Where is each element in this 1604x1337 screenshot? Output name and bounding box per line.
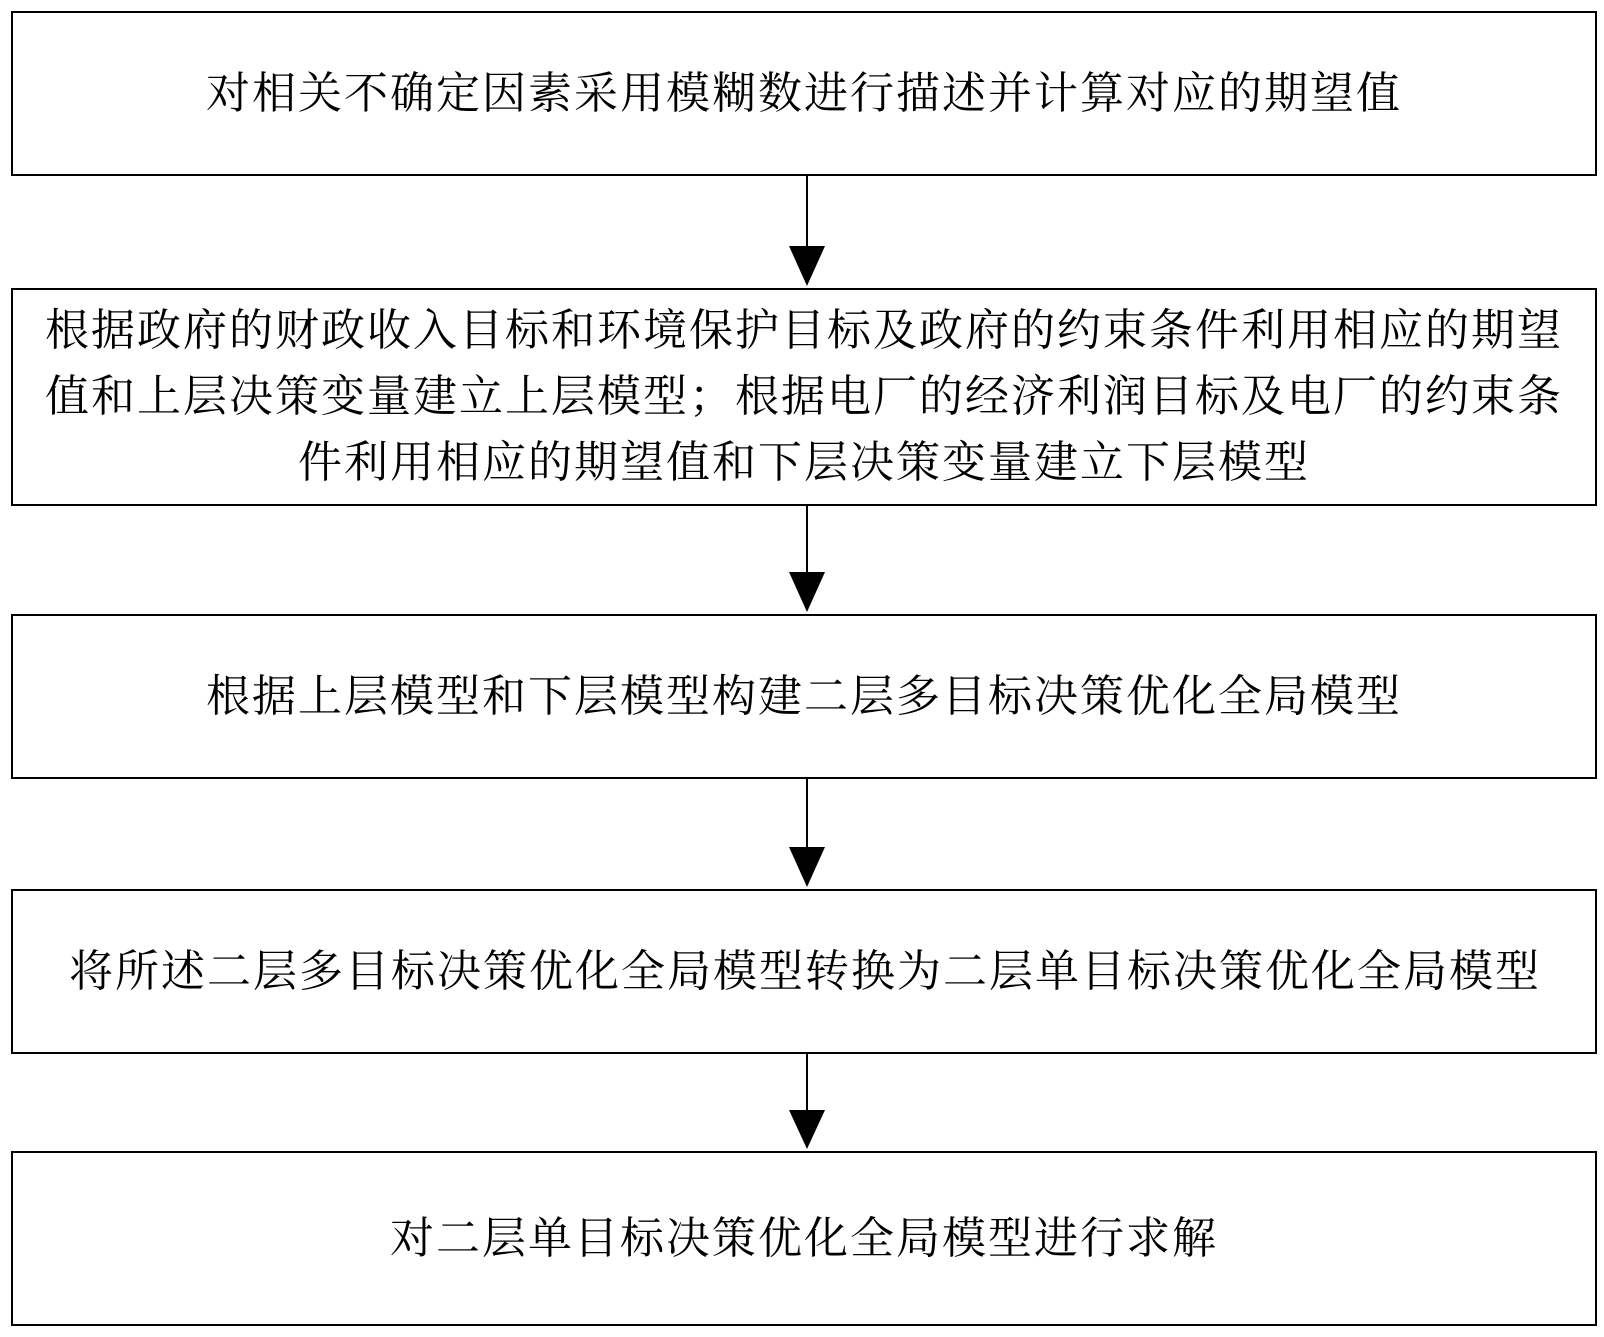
step-text: 对二层单目标决策优化全局模型进行求解 [390,1212,1218,1264]
step-box-fuzzy-expectation [11,11,1597,176]
step-box-global-model [11,614,1597,779]
arrow-4 [777,1054,837,1151]
step-box-solve [11,1151,1597,1326]
step-text: 根据政府的财政收入目标和环境保护目标及政府的约束条件利用相应的期望值和上层决策变量建立上层模型；根据电厂的经济利润目标及电厂的约束条件利用相应的期望值和下层决策变量建立下层模型 [45,305,1563,488]
arrow-2 [777,506,837,614]
step-text: 对相关不确定因素采用模糊数进行描述并计算对应的期望值 [206,67,1402,119]
step-text: 根据上层模型和下层模型构建二层多目标决策优化全局模型 [206,670,1402,722]
step-text: 将所述二层多目标决策优化全局模型转换为二层单目标决策优化全局模型 [23,945,1541,997]
arrow-3 [777,779,837,889]
step-box-build-models [11,288,1597,506]
arrow-1 [777,176,837,288]
step-box-convert-model [11,889,1597,1054]
